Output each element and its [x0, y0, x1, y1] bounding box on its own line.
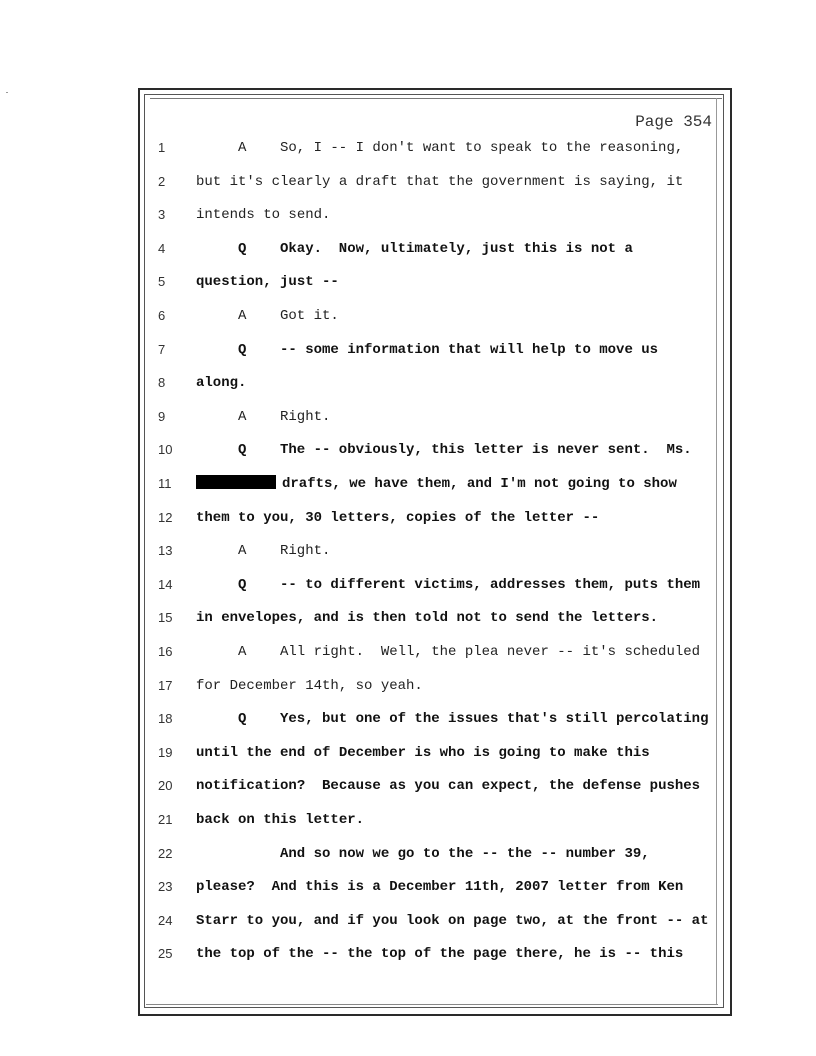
line-number: 20: [158, 778, 173, 794]
transcript-line: [150, 809, 720, 831]
transcript-line: [150, 775, 720, 797]
page-rule-bottom: [146, 1004, 718, 1005]
line-text-wrapper: [196, 607, 658, 629]
line-text-wrapper: [196, 675, 423, 697]
transcript-line: [150, 574, 720, 596]
line-text: them to you, 30 letters, copies of the letter --: [196, 509, 600, 526]
transcript-line: [150, 339, 720, 361]
transcript-line: [150, 439, 720, 461]
line-text-wrapper: [196, 507, 599, 529]
line-text-wrapper: [196, 171, 683, 193]
line-text: Right.: [280, 408, 331, 425]
line-text-wrapper: [196, 742, 650, 764]
line-text: until the end of December is who is going to make this: [196, 744, 650, 761]
line-number: 1: [158, 140, 166, 155]
line-text: the top of the -- the top of the page there, he is -- this: [196, 946, 684, 963]
transcript-line: [150, 406, 720, 428]
line-text: question, just --: [196, 274, 339, 291]
transcript-line: [150, 238, 720, 260]
transcript-line: [150, 372, 720, 394]
line-text: intends to send.: [196, 207, 331, 224]
transcript-line: [150, 473, 720, 495]
line-number: 24: [158, 912, 173, 928]
line-text: And so now we go to the -- the -- number 39,: [280, 845, 650, 862]
line-number: 12: [158, 509, 173, 525]
line-text: So, I -- I don't want to speak to the reasoning,: [280, 140, 684, 156]
line-number: 14: [158, 576, 173, 592]
line-text: Starr to you, and if you look on page two, at the front -- at: [196, 912, 709, 929]
transcript-line: [150, 943, 720, 965]
line-text: All right. Well, the plea never -- it's scheduled: [280, 644, 701, 660]
speaker-label: A: [238, 140, 247, 156]
transcript-line: [150, 137, 720, 159]
redaction-block: [196, 475, 276, 489]
line-text: The -- obviously, this letter is never sent. Ms.: [280, 442, 692, 459]
transcript-line: [150, 843, 720, 865]
line-text: -- some information that will help to move us: [280, 341, 659, 358]
line-number: 9: [158, 408, 166, 424]
line-text: Right.: [280, 543, 331, 560]
line-text: -- to different victims, addresses them, puts them: [280, 576, 701, 593]
margin-speck: [6, 92, 8, 93]
line-text-wrapper: [196, 271, 339, 293]
speaker-label: Q: [238, 711, 247, 728]
speaker-label: A: [238, 644, 247, 660]
line-text: Okay. Now, ultimately, just this is not a: [280, 240, 633, 257]
line-number: 10: [158, 442, 173, 458]
transcript-line: [150, 641, 720, 663]
transcript-line: [150, 305, 720, 327]
line-number: 17: [158, 677, 173, 693]
line-text-wrapper: [196, 943, 683, 965]
line-number: 18: [158, 711, 173, 727]
line-text-wrapper: [196, 775, 700, 797]
speaker-label: A: [238, 408, 247, 425]
speaker-label: A: [238, 308, 247, 324]
speaker-label: Q: [238, 442, 247, 459]
line-text-wrapper: [196, 372, 246, 394]
transcript-line: [150, 708, 720, 730]
line-text: but it's clearly a draft that the government is saying, it: [196, 173, 684, 190]
line-number: 19: [158, 744, 173, 760]
line-number: 16: [158, 644, 173, 659]
line-number: 23: [158, 879, 173, 895]
transcript-line: [150, 271, 720, 293]
line-text: for December 14th, so yeah.: [196, 677, 423, 694]
line-number: 5: [158, 274, 166, 290]
page-number-label: Page 354: [635, 113, 712, 131]
transcript-line: [150, 171, 720, 193]
line-text: along.: [196, 375, 247, 392]
line-text-wrapper: [196, 809, 364, 831]
line-number: 7: [158, 341, 166, 357]
line-number: 2: [158, 173, 166, 189]
line-number: 15: [158, 610, 173, 626]
line-text: notification? Because as you can expect, the defense pushes: [196, 778, 701, 795]
line-text: please? And this is a December 11th, 2007 letter from Ken: [196, 879, 684, 896]
line-text: drafts, we have them, and I'm not going to show: [282, 476, 677, 492]
speaker-label: Q: [238, 576, 247, 593]
line-number: 25: [158, 946, 173, 962]
line-text-wrapper: [196, 473, 677, 495]
speaker-label: A: [238, 543, 247, 560]
line-text-wrapper: [196, 204, 330, 226]
line-number: 21: [158, 812, 173, 827]
line-number: 11: [158, 476, 172, 491]
line-text: back on this letter.: [196, 812, 365, 828]
transcript-line: [150, 910, 720, 932]
line-text: Got it.: [280, 308, 339, 324]
line-number: 8: [158, 375, 166, 391]
line-number: 3: [158, 207, 166, 223]
transcript-line: [150, 540, 720, 562]
line-text-wrapper: [196, 876, 683, 898]
line-number: 22: [158, 845, 173, 861]
line-text-wrapper: [196, 910, 708, 932]
transcript-line: [150, 607, 720, 629]
speaker-label: Q: [238, 240, 247, 257]
transcript-line: [150, 675, 720, 697]
transcript-line: [150, 876, 720, 898]
line-number: 6: [158, 308, 166, 323]
speaker-label: Q: [238, 341, 247, 358]
line-number: 4: [158, 240, 166, 256]
transcript-line: [150, 742, 720, 764]
page-rule-top: [150, 98, 722, 99]
transcript-line: [150, 204, 720, 226]
transcript-line: [150, 507, 720, 529]
line-text: in envelopes, and is then told not to send the letters.: [196, 610, 659, 627]
line-number: 13: [158, 543, 173, 559]
line-text: Yes, but one of the issues that's still percolating: [280, 711, 709, 728]
